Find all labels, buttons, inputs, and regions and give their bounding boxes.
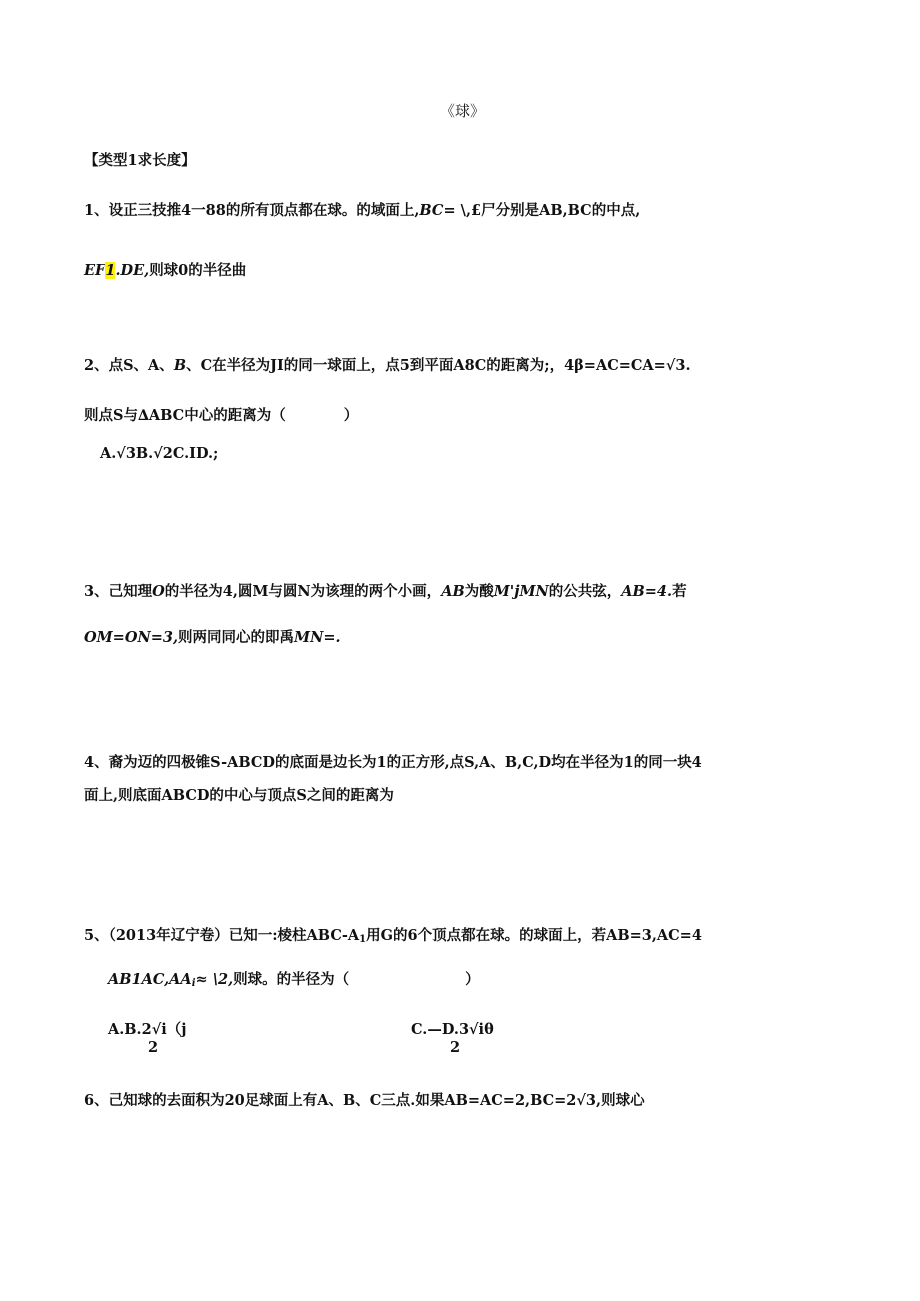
- q5-line2-b: ≈ \2,: [195, 971, 234, 988]
- q3-line2-a: OM=ON=3,: [84, 629, 179, 646]
- q5-option-ab: A.B.2√i（j: [108, 1021, 187, 1038]
- q3-line2-c: MN=.: [294, 629, 341, 646]
- q4-line1: 4、裔为迈的四极锥S-ABCD的底面是边长为1的正方形,点S,A、B,C,D均在半径为1的同一块4: [84, 754, 702, 771]
- q3-d: AB: [441, 583, 465, 600]
- q3-a: 3、己知理: [84, 583, 153, 600]
- q5-line2-c: 则球。的半径为（ ）: [233, 971, 480, 988]
- q3-h: 的公共弦，: [548, 583, 622, 600]
- q2-line2: 则点S与∆ABC中心的距离为（ ）: [84, 407, 359, 424]
- q1-line1: [84, 202, 640, 220]
- q1-text-a: 1、设正三技推4一88的所有顶点都在球。的域面上,: [84, 202, 420, 219]
- q3-line2-b: 则两同同心的即禹: [178, 629, 295, 646]
- q5-line2-a: AB1AC,AA: [108, 971, 192, 988]
- q3-g: jMN: [514, 583, 549, 600]
- q1-text-b: BC=: [419, 202, 456, 219]
- q1-line2-b: .DE,: [115, 262, 150, 279]
- q3-i: AB=4.: [621, 583, 673, 600]
- q2-text-b: B: [173, 357, 187, 374]
- q4-line2: 面上,则底面ABCD的中心与顶点S之间的距离为: [84, 787, 394, 804]
- q3-e: 为酸: [464, 583, 494, 600]
- q2-line1: [84, 357, 691, 375]
- q3-f: M': [493, 583, 515, 600]
- q3-b: O: [152, 583, 165, 600]
- q3-line1: [84, 583, 687, 601]
- q5-text-b: 用G的6个顶点都在球。的球面上，若AB=3,AC=4: [366, 927, 702, 944]
- q5-line2-sub: i: [191, 978, 196, 989]
- q5-text-a: 5、（2013年辽宁卷）已知一:棱柱ABC-A: [84, 927, 360, 944]
- q1-highlight: 1: [105, 262, 116, 279]
- q1-text-c: \,£尸分别是AB,BC的中点,: [455, 202, 641, 219]
- q5-option-ab-denominator: 2: [148, 1039, 159, 1056]
- q5-subscript: 1: [359, 934, 367, 945]
- q5-line2: [108, 971, 480, 993]
- q2-options: A.√3B.√2C.ID.;: [100, 445, 219, 462]
- q6-line1: 6、己知球的去面积为20足球面上有A、B、C三点.如果AB=AC=2,BC=2√3,则球心: [84, 1092, 645, 1109]
- q1-line2-c: 则球0的半径曲: [149, 262, 247, 279]
- page-title: 《球》: [440, 102, 486, 120]
- q3-c: 的半径为4,圆M与圆N为该理的两个小画，: [164, 583, 442, 600]
- q1-line2: [84, 262, 246, 280]
- q5-line1: [84, 927, 702, 949]
- q2-text-a: 2、点S、A、: [84, 357, 174, 374]
- section-heading: 【类型1求长度】: [84, 152, 196, 169]
- q1-line2-a: EF: [84, 262, 106, 279]
- q5-option-cd-denominator: 2: [450, 1039, 461, 1056]
- q2-text-c: 、C在半径为JI的同一球面上，点5到平面A8C的距离为;，4β=AC=CA=√3.: [186, 357, 691, 374]
- q5-option-cd: C.—D.3√iθ: [411, 1021, 494, 1038]
- q3-line2: [84, 629, 341, 647]
- q3-j: 若: [672, 583, 687, 600]
